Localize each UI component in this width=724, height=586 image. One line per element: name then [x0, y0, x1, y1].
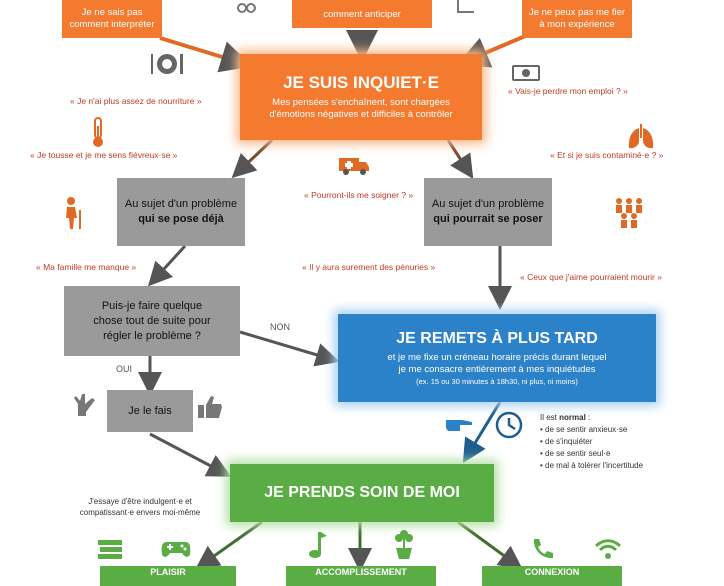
- postpone-title: JE REMETS À PLUS TARD: [396, 329, 598, 347]
- list-item: • de mal à tolérer l'incertitude: [540, 461, 644, 470]
- hand-sign-icon: [70, 392, 100, 418]
- people-group-icon: [612, 196, 646, 228]
- quote-contaminated: « Et si je suis contaminé·e ? »: [550, 150, 664, 160]
- main-subtitle-1: Mes pensées s'enchaînent, sont chargées: [272, 97, 450, 108]
- main-title: JE SUIS INQUIET·E: [283, 73, 439, 92]
- plate-cutlery-icon: [148, 52, 186, 76]
- arrow-main-to-left: [236, 140, 272, 174]
- pointing-hand-icon: [444, 414, 474, 434]
- decor-icon: [456, 0, 476, 14]
- do-it-box: Je le fais: [107, 390, 193, 432]
- phone-icon: [530, 536, 556, 560]
- clock-icon: [494, 410, 524, 440]
- music-note-icon: [306, 530, 328, 560]
- normal-intro: Il est normal :: [540, 413, 591, 422]
- ambulance-icon: [338, 154, 370, 176]
- list-item: • de s'inquiéter: [540, 437, 593, 446]
- quote-family: « Ma famille me manque »: [36, 262, 137, 272]
- gamepad-icon: [160, 538, 192, 560]
- quote-job: « Vais-je perdre mon emploi ? »: [508, 86, 628, 96]
- books-icon: [96, 536, 124, 562]
- question-box: Puis-je faire quelque chose tout de suite pour régler le problème ?: [64, 286, 240, 356]
- normal-list: [540, 412, 643, 472]
- label-oui: OUI: [116, 364, 133, 374]
- branch-possible-problem: Au sujet d'un problème qui pourrait se poser: [424, 178, 552, 246]
- list-item: • de se sentir seul·e: [540, 449, 611, 458]
- main-subtitle-2: d'émotions négatives et difficiles à contrôler: [269, 109, 453, 120]
- quote-care: « Pourront-ils me soigner ? »: [304, 190, 414, 200]
- money-icon: [512, 64, 540, 82]
- lungs-icon: [626, 124, 656, 152]
- branch-existing-problem: Au sujet d'un problème qui se pose déjà: [117, 178, 245, 246]
- postpone-line-1: et je me fixe un créneau horaire précis durant lequel: [387, 351, 607, 363]
- elderly-person-icon: [60, 196, 86, 230]
- arrow-left-to-question: [152, 246, 185, 282]
- top-box-interpret: Je ne sais pas comment interpréter: [62, 0, 162, 38]
- arrow-care-to-connexion: [458, 522, 518, 566]
- thermometer-icon: [90, 116, 106, 148]
- decor-icon: [236, 0, 256, 14]
- quote-food: « Je n'ai plus assez de nourriture »: [70, 96, 202, 106]
- top-box-anticipate: comment anticiper: [292, 0, 432, 28]
- bottom-box-connexion: CONNEXION: [482, 566, 622, 586]
- postpone-line-3: (ex. 15 ou 30 minutes à 18h30, ni plus, ni moins): [416, 376, 578, 386]
- care-note: J'essaye d'être indulgent·e et compatissant·e envers moi-même: [79, 497, 201, 517]
- arrow-main-to-right: [448, 140, 470, 174]
- top-box-experience: Je ne peux pas me fier à mon expérience: [522, 0, 632, 38]
- self-care-box: [230, 464, 494, 522]
- plant-icon: [390, 530, 418, 560]
- main-worry-box: [240, 54, 482, 140]
- postpone-box: [338, 314, 656, 402]
- quote-shortage: « Il y aura surement des pénuries »: [302, 262, 436, 272]
- bottom-box-plaisir: PLAISIR: [100, 566, 236, 586]
- postpone-line-2: je me consacre entièrement à mes inquiétudes: [398, 363, 596, 375]
- list-item: • de se sentir anxieux·se: [540, 425, 628, 434]
- quote-loved-ones: « Ceux que j'aime pourraient mourir »: [520, 272, 662, 282]
- care-title: JE PRENDS SOIN DE MOI: [264, 484, 460, 501]
- quote-fever: « Je tousse et je me sens fiévreux·se »: [30, 150, 178, 160]
- arrow-care-to-plaisir: [200, 522, 262, 566]
- wifi-icon: [594, 538, 622, 560]
- arrow-question-to-later: [240, 332, 334, 360]
- thumbs-up-icon: [196, 394, 224, 420]
- bottom-box-accomplissement: ACCOMPLISSEMENT: [286, 566, 436, 586]
- label-non: NON: [270, 322, 290, 332]
- arrow-do-to-care: [150, 434, 226, 474]
